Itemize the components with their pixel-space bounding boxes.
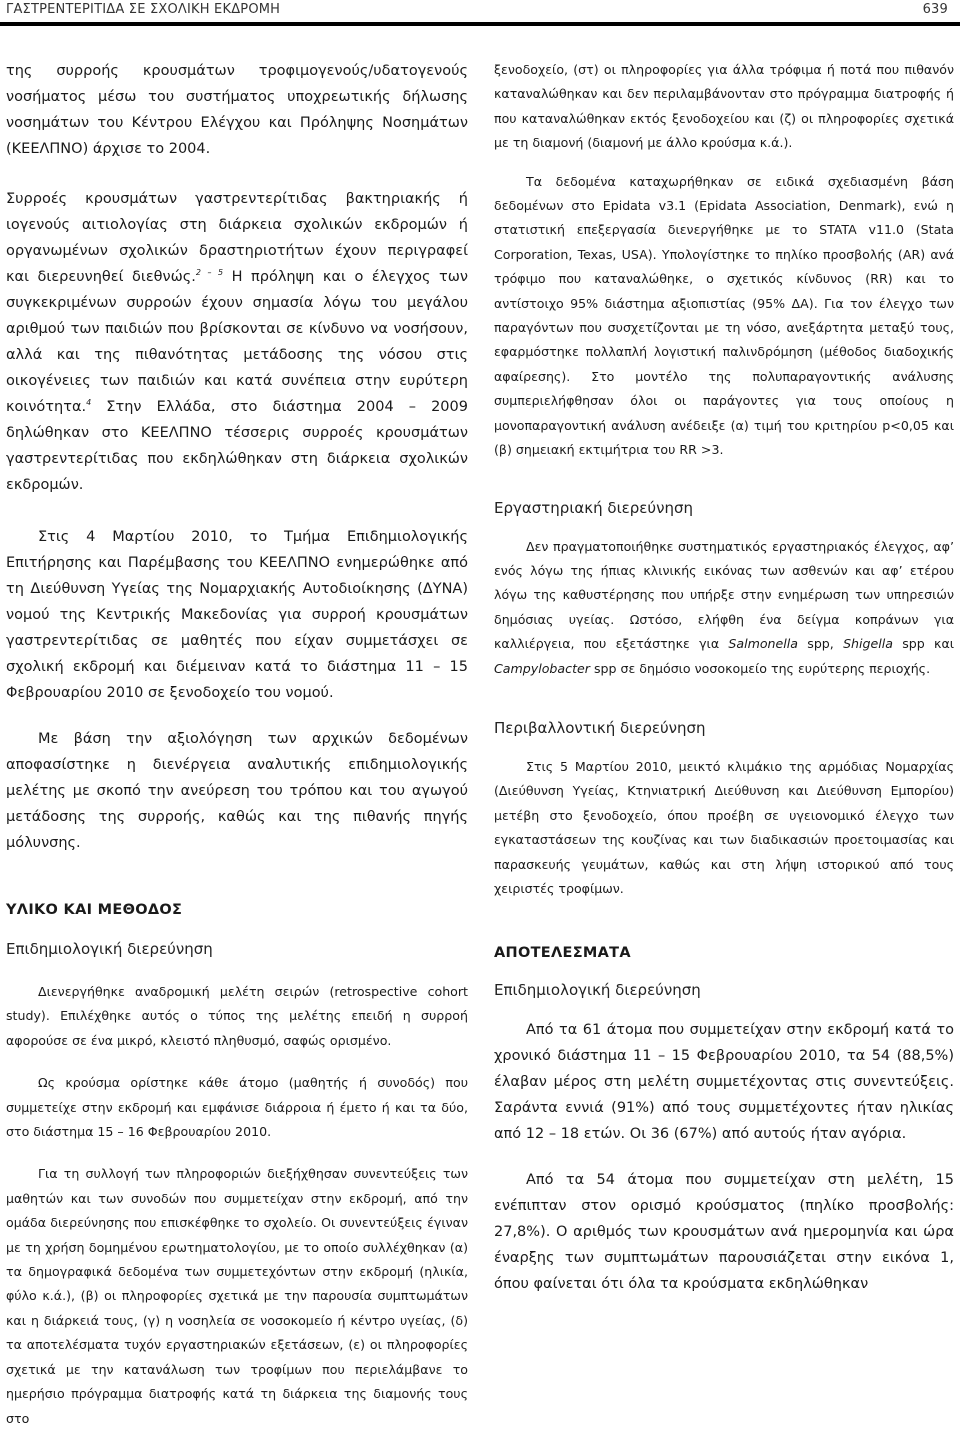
lab-text-a: Δεν πραγματοποιήθηκε συστηματικός εργαστηριακός έλεγχος, αφ’ ενός λόγω της ήπιας κλινικής εικόνας των ασθενών και αφ’ ετέρου λόγω της καθυστέρησης που υπήρξε στην ενημέρωση των υπηρεσιών δημόσιας υγείας. Ωστόσο, ελήφθη ένα δείγμα κοπράνων για καλλιέργεια, που εξετάστηκε για: [494, 538, 954, 652]
environmental-text: [494, 755, 954, 901]
methods-text: [6, 980, 468, 1431]
methods-text-continued: [494, 58, 954, 463]
paragraph-results-2: Από τα 54 άτομα που συμμετείχαν στη μελέτη, 15 ενέπιπταν στον ορισμό κρούσματος (πηλίκο προσβολής: 27,8%). Ο αριθμός των κρουσμάτων ανά ημερομηνία και ώρα έναρξης των συμπτωμάτων παρουσιάζεται στην εικόνα 1, όπου φαίνεται ότι όλα τα κρούσματα εκδηλώθηκαν: [494, 1172, 954, 1293]
page-number: 639: [922, 2, 948, 17]
paragraph-intro-2c: Στην Ελλάδα, στο διάστημα 2004 – 2009 δηλώθηκαν στο ΚΕΕΛΠΝΟ τέσσερις συρροές κρουσμάτων γαστρεντερίτιδας που εκδηλώθηκαν στη διάρκεια σχολικών εκδρομών.: [6, 399, 468, 493]
paragraph-intro-4: Με βάση την αξιολόγηση των αρχικών δεδομένων αποφασίστηκε η διενέργεια αναλυτικής επιδημιολογικής μελέτης με σκοπό την ανεύρεση του τρόπου και του αγωγού μετάδοσης της συρροής, καθώς και της πιθανής πηγής μόλυνσης.: [6, 731, 468, 851]
paragraph-methods-5: Τα δεδομένα καταχωρήθηκαν σε ειδικά σχεδιασμένη βάση δεδομένων στο Epidata v3.1 (Epidata Association, Denmark), ενώ η στατιστική επεξεργασία διενεργήθηκε με το STATA v11.0 (Stata Corporation, Texas, USA). Υπολογίστηκε το πηλίκο προσβολής (AR) ανά τρόφιμο που καταναλώθηκε, ο σχετικός κίνδυνος (RR) και το αντίστοιχο 95% διάστημα αξιοπιστίας (95% ΔΑ). Για τον έλεγχο των παραγόντων που συσχετίζονται με τη νόσο, ανεξάρτητα μεταξύ τους, εφαρμόστηκε πολλαπλή λογιστική παλινδρόμηση (μέθοδος διαδοχικής αφαίρεσης). Στο μοντέλο της πολυπαραγοντικής ανάλυσης συμπεριελήφθησαν όλοι οι παράγοντες για τους οποίους η μονοπαραγοντική ανάλυση ανέδειξε (α) τιμή του κριτηρίου p<0,05 και (β) σημειακή εκτιμήτρια του RR >3.: [494, 173, 954, 458]
right-column: [494, 58, 954, 1297]
paragraph-results-1: Από τα 61 άτομα που συμμετείχαν στην εκδρομή κατά το χρονικό διάστημα 11 – 15 Φεβρουαρίου 2010, τα 54 (88,5%) έλαβαν μέρος στη μελέτη συμμετέχοντας στις συνεντεύξεις. Σαράντα εννιά (91%) από τους συμμετέχοντες ήταν ηλικίας από 12 – 18 ετών. Οι 36 (67%) από αυτούς ήταν αγόρια.: [494, 1022, 954, 1143]
paragraph-intro-1: της συρροής κρουσμάτων τροφιμογενούς/υδατογενούς νοσήματος μέσω του συστήματος υποχρεωτικής δήλωσης νοσημάτων του Κέντρου Ελέγχου και Πρόληψης Νοσημάτων (ΚΕΕΛΠΝΟ) άρχισε το 2004.: [6, 63, 468, 157]
running-header: [6, 0, 954, 22]
lab-text-b: spp,: [798, 636, 844, 652]
paragraph-intro-2a: Συρροές κρουσμάτων γαστρεντερίτιδας βακτηριακής ή ιογενούς αιτιολογίας στη διάρκεια σχολικών εκδρομών ή οργανωμένων σχολικών δραστηριοτήτων έχουν περιγραφεί και διερευνηθεί διεθνώς.: [6, 191, 468, 285]
paragraph-methods-3: Για τη συλλογή των πληροφοριών διεξήχθησαν συνεντεύξεις των μαθητών και των συνοδών που συμμετείχαν στην εκδρομή, από την ομάδα διερεύνησης που επισκέφθηκε το σχολείο. Οι συνεντεύξεις έγιναν με τη χρήση δομημένου ερωτηματολογίου, με το οποίο συλλέχθηκαν (α) τα δημογραφικά δεδομένα των συμμετεχόντων στην εκδρομή (ηλικία, φύλο κ.ά.), (β) οι πληροφορίες σχετικά με την παρουσία συμπτωμάτων και η διάρκειά τους, (γ) η νοσηλεία σε νοσοκομείο ή κέντρο υγείας, (δ) τα αποτελέσματα τυχόν εργαστηριακών εξετάσεων, (ε) οι πληροφορίες σχετικά με την κατανάλωση των τροφίμων που περιελάμβανε το ημερήσιο πρόγραμμα διατροφής κατά τη διάρκεια της διαμονής τους στο: [6, 1166, 468, 1426]
paragraph-intro-2: [6, 186, 468, 498]
lab-text-d: spp σε δημόσιο νοσοκομείο της ευρύτερης περιοχής.: [589, 660, 931, 676]
intro-text: [6, 58, 468, 856]
paragraph-laboratory: [494, 535, 954, 681]
subheading-epidemiological-results: Επιδημιολογική διερεύνηση: [494, 981, 701, 1000]
organism-campylobacter: Campylobacter: [494, 660, 590, 676]
lab-text-c: spp και: [893, 636, 955, 652]
laboratory-text: [494, 535, 954, 681]
section-heading-methods: ΥΛΙΚΟ ΚΑΙ ΜΕΘΟΔΟΣ: [6, 902, 183, 918]
running-title: ΓΑΣΤΡΕΝΤΕΡΙΤΙΔΑ ΣΕ ΣΧΟΛΙΚΗ ΕΚΔΡΟΜΗ: [6, 2, 281, 17]
subheading-epidemiological: Επιδημιολογική διερεύνηση: [6, 940, 213, 958]
organism-shigella: Shigella: [843, 636, 893, 652]
section-heading-results: ΑΠΟΤΕΛΕΣΜΑΤΑ: [494, 945, 631, 962]
reference-citation: 2 – 5: [195, 268, 224, 278]
subheading-environmental: Περιβαλλοντική διερεύνηση: [494, 718, 706, 737]
paragraph-intro-2b: Η πρόληψη και ο έλεγχος των συγκεκριμένων συρροών έχουν σημασία λόγω του μεγάλου αριθμού των παιδιών που βρίσκονται σε κίνδυνο να νοσήσουν, αλλά και της πιθανότητας μετάδοσης της νόσου στις οικογένειες των παιδιών και κατά συνέπεια στην ευρύτερη κοινότητα.: [6, 269, 468, 415]
paragraph-methods-1: Διενεργήθηκε αναδρομική μελέτη σειρών (retrospective cohort study). Επιλέχθηκε αυτός ο τύπος της μελέτης επειδή η συρροή αφορούσε σε ένα μικρό, κλειστό πληθυσμό, σαφώς ορισμένο.: [6, 984, 468, 1048]
paragraph-methods-4: ξενοδοχείο, (στ) οι πληροφορίες για άλλα τρόφιμα ή ποτά που πιθανόν καταναλώθηκαν και δεν περιλαμβάνονταν στο πρόγραμμα διατροφής ή που καταναλώθηκαν εκτός ξενοδοχείου και (ζ) οι πληροφορίες σχετικά με τη διαμονή (διαμονή με άλλο κρούσμα κ.ά.).: [494, 62, 954, 151]
subheading-laboratory: Εργαστηριακή διερεύνηση: [494, 498, 693, 517]
reference-citation: 4: [86, 398, 92, 408]
left-column: [6, 58, 468, 1431]
paragraph-environmental: Στις 5 Μαρτίου 2010, μεικτό κλιμάκιο της αρμόδιας Νομαρχίας (Διεύθυνση Υγείας, Κτηνιατρική Διεύθυνση και Διεύθυνση Εμπορίου) μετέβη στο ξενοδοχείο, όπου προέβη σε υγειονομικό έλεγχο των εγκαταστάσεων της κουζίνας και των διαδικασιών προετοιμασίας και παρασκευής γευμάτων, καθώς και στη λήψη ιστορικού από τους χειριστές τροφίμων.: [494, 758, 954, 896]
organism-salmonella: Salmonella: [728, 636, 799, 652]
results-text: [494, 1017, 954, 1297]
header-rule: [0, 22, 960, 26]
paragraph-methods-2: Ως κρούσμα ορίστηκε κάθε άτομο (μαθητής ή συνοδός) που συμμετείχε στην εκδρομή και εμφάνισε διάρροια ή έμετο ή και τα δύο, στο διάστημα 15 – 16 Φεβρουαρίου 2010.: [6, 1075, 468, 1140]
paragraph-intro-3: Στις 4 Μαρτίου 2010, το Τμήμα Επιδημιολογικής Επιτήρησης και Παρέμβασης του ΚΕΕΛΠΝΟ ενημερώθηκε από τη Διεύθυνση Υγείας της Νομαρχιακής Αυτοδιοίκησης (ΔΥΝΑ) νομού της Κεντρικής Μακεδονίας για συρροή κρουσμάτων γαστρεντερίτιδας σε μαθητές που είχαν συμμετάσχει σε σχολική εκδρομή και διέμειναν κατά το διάστημα 11 – 15 Φεβρουαρίου 2010 σε ξενοδοχείο του νομού.: [6, 529, 468, 701]
